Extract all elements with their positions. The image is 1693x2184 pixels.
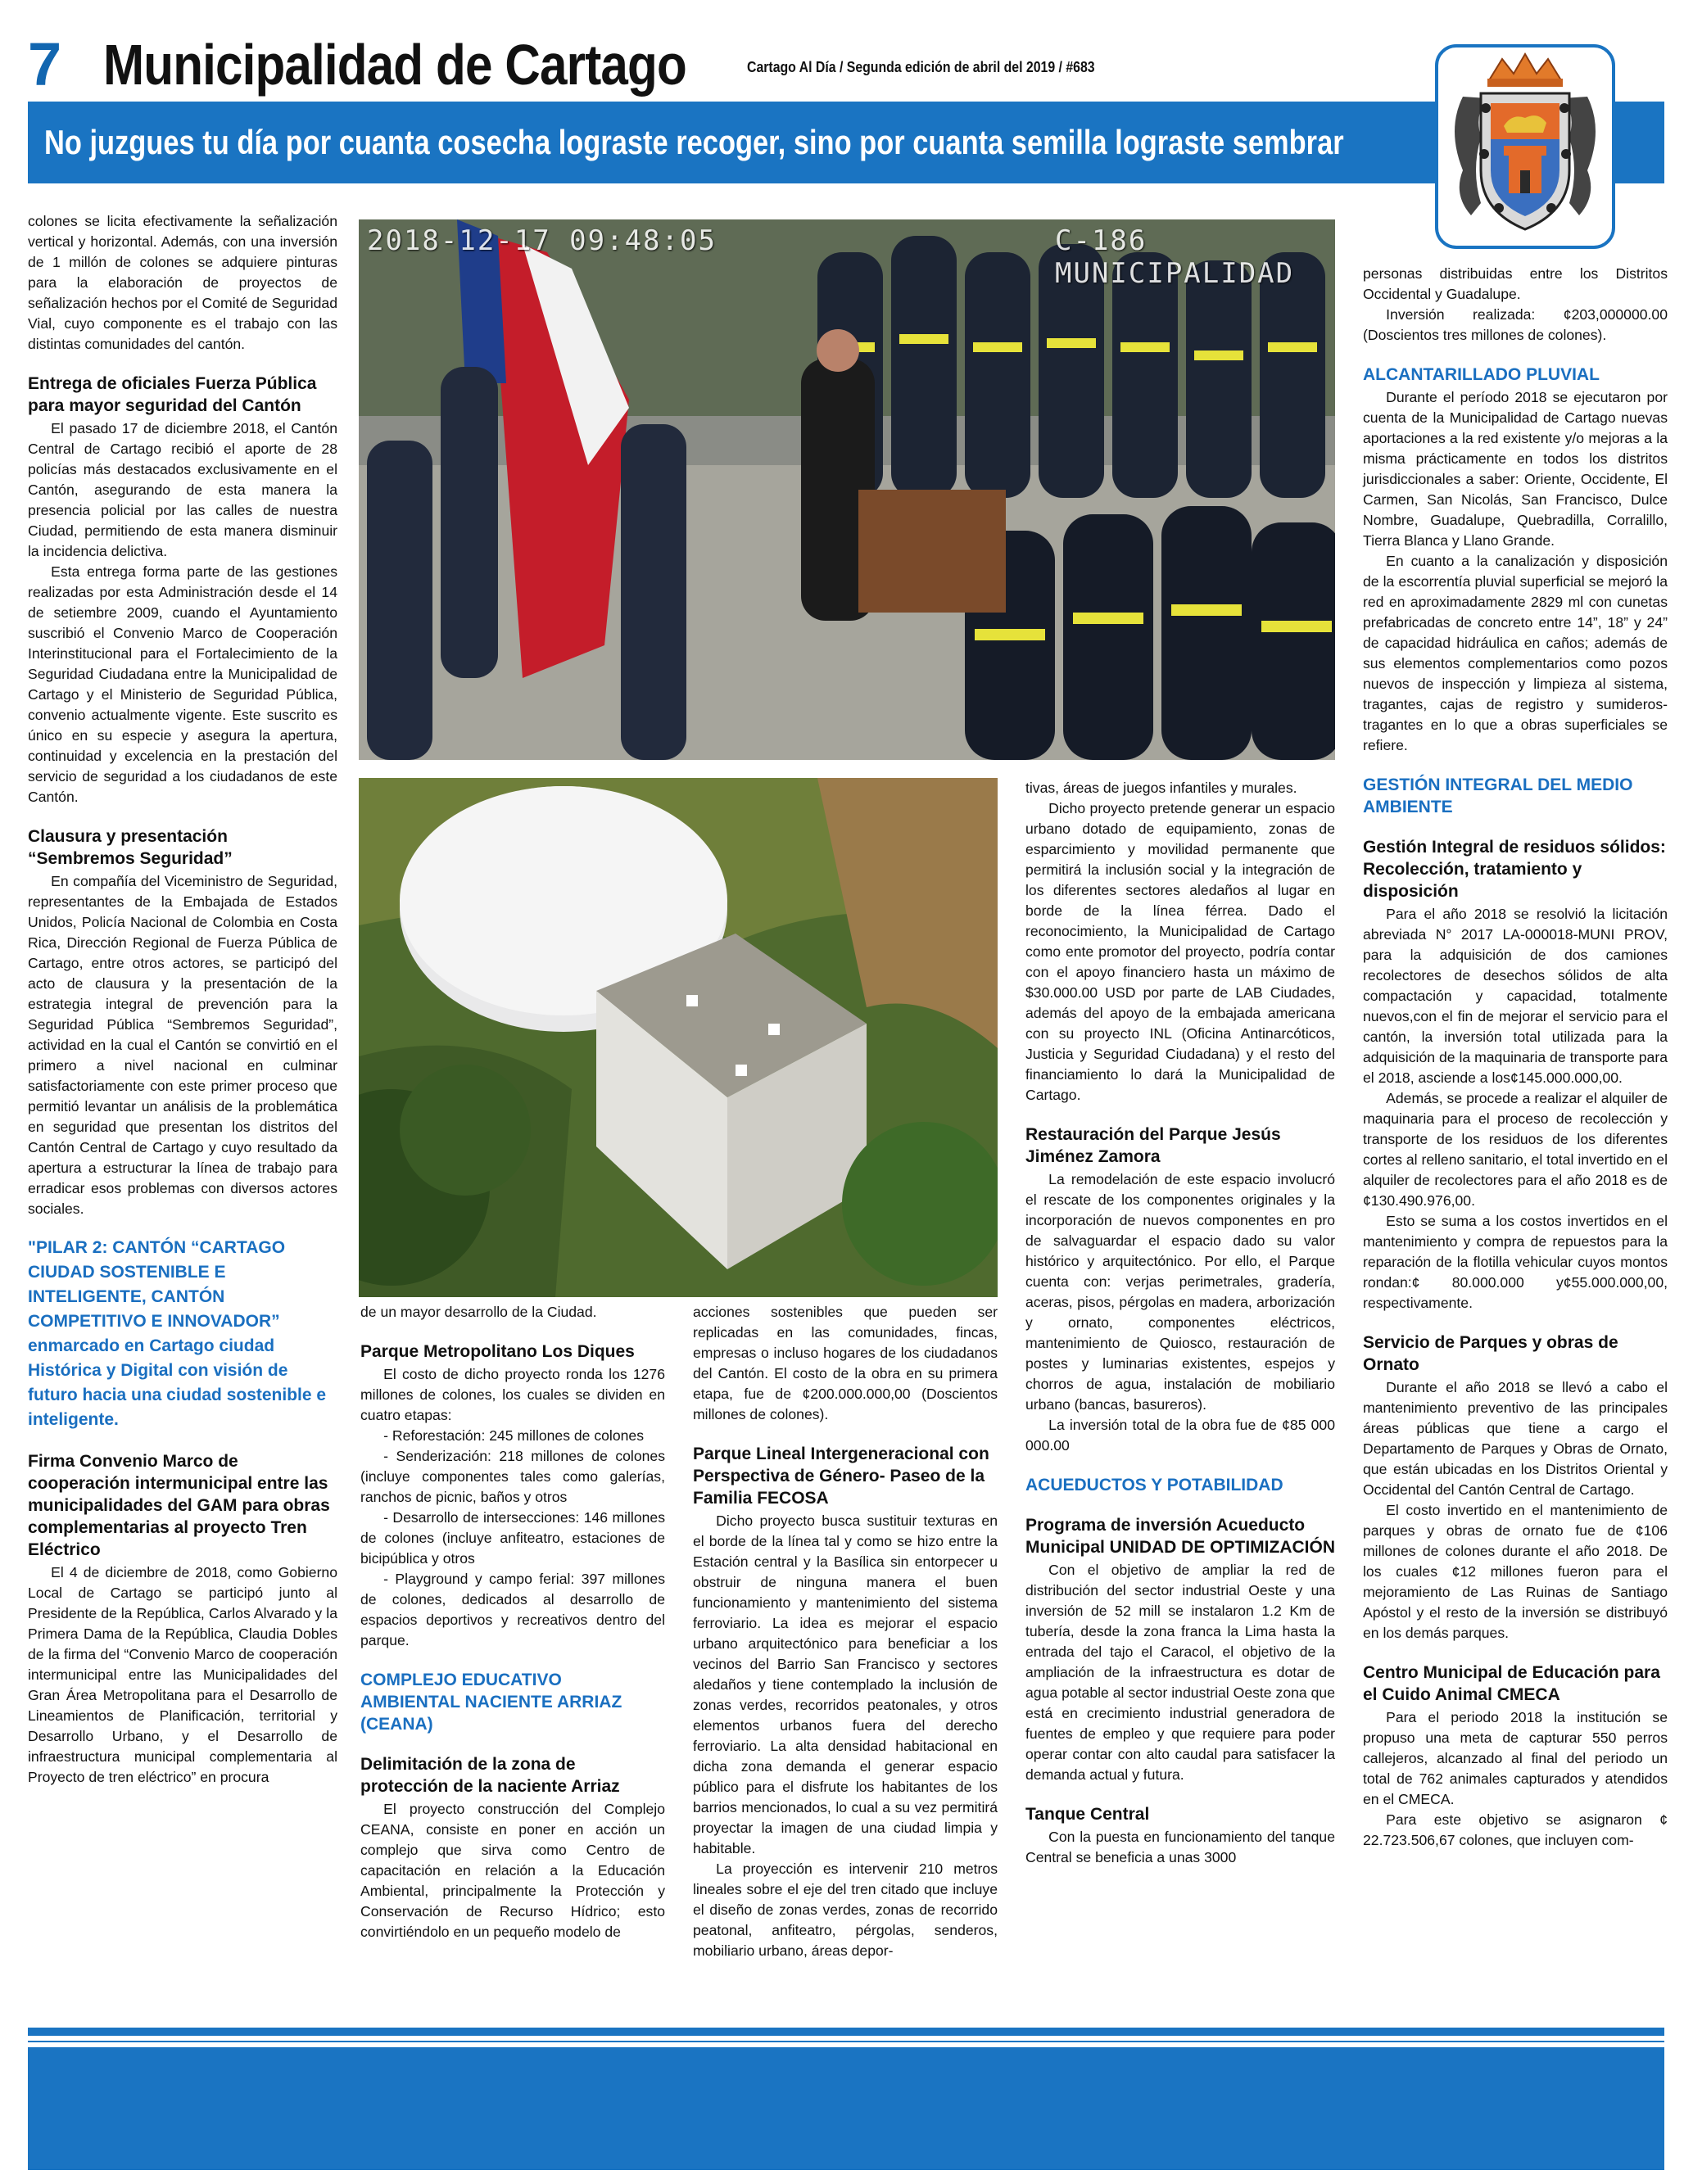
- footer-rule-thin: [28, 2041, 1664, 2042]
- heading-programa-inversion: Programa de inversión Acueducto Municipal UNIDAD DE OPTIMIZACIÓN: [1025, 1516, 1335, 1557]
- heading-residuos-solidos: Gestión Integral de residuos sólidos: Recolección, tratamiento y disposición: [1363, 838, 1666, 901]
- paragraph: Para este objetivo se asignaron ¢ 22.723.506,67 colones, que incluyen com-: [1363, 1811, 1668, 1848]
- page-title: Municipalidad de Cartago: [103, 33, 686, 97]
- col2-intro: de un mayor desarrollo de la Ciudad.: [360, 1304, 597, 1320]
- heading-parques-ornato: Servicio de Parques y obras de Ornato: [1363, 1333, 1618, 1374]
- paragraph: El pasado 17 de diciembre 2018, el Cantón Central de Cartago recibió el aporte de 28 policías más destacados exclusivamente en el Cantón, asegurando de esta manera la presencia policial por las calles de nuestra Ciudad, permitiendo de esta manera disminuir la incidencia delictiva.: [28, 420, 337, 559]
- paragraph: La proyección es intervenir 210 metros lineales sobre el eje del tren citado que incluye el diseño de zonas verdes, zonas de recorrido peatonal, anfiteatro, pérgolas, senderos, mobiliario urbano, áreas depor-: [693, 1861, 998, 1959]
- col5-intro: personas distribuidas entre los Distritos Occidental y Guadalupe.: [1363, 265, 1668, 302]
- col1-intro: colones se licita efectivamente la señalización vertical y horizontal. Además, con una inversión de 1 millón de colones se adquiere pinturas para la elaboración de proyectos de señalización hechos por el Comité de Seguridad Vial, cuyo componente es el trabajo con las distintas comunidades del cantón.: [28, 213, 337, 352]
- heading-cmeca: Centro Municipal de Educación para el Cuido Animal CMECA: [1363, 1663, 1660, 1704]
- paragraph: Durante el año 2018 se llevó a cabo el mantenimiento preventivo de las principales áreas públicas que tiene a cargo el Departamento de Parques y Obras de Ornato, que están ubicadas en los Distritos Oriental y Occidental del Cantón Central de Cartago.: [1363, 1379, 1668, 1498]
- paragraph: Con el objetivo de ampliar la red de distribución del sector industrial Oeste y una inversión de 52 mill se instalaron 1.2 Km de tubería, desde la zona franca la Lima hasta la entrada del tajo el Caracol, el objetivo de la ampliación de la infraestructura es dotar de agua potable al sector industrial Oeste zona que está en crecimiento industrial generadora de fuentes de empleo y que requiere para poder operar contar con alto caudal para satisfacer la demanda actual y futura.: [1025, 1562, 1335, 1783]
- cartago-coat-of-arms-icon: [1438, 47, 1612, 246]
- heading-parque-jesus-jimenez: Restauración del Parque Jesús Jiménez Zamora: [1025, 1125, 1281, 1166]
- footer-rule: [28, 2028, 1664, 2036]
- paragraph: El 4 de diciembre de 2018, como Gobierno Local de Cartago se participó junto al Presidente de la República, Carlos Alvarado y la Primera Dama de la República, Claudia Dobles de la firma del “Convenio Marco de cooperación intermunicipal entre las Municipalidades del Gran Área Metropolitana para el Desarrollo de Lineamientos de Planificación, territorial y Desarrollo Urbano, y el Desarrollo de infraestructura municipal complementaria al Proyecto de tren eléctrico” en procura: [28, 1564, 337, 1785]
- paragraph: Dicho proyecto pretende generar un espacio urbano dotado de equipamiento, zonas de esparcimiento y movilidad permanente que permitirá la inclusión social y la integración de los diferentes sectores aledaños al lugar en borde de la línea férrea. Dado el reconocimiento, la Municipalidad de Cartago como ente promotor del proyecto, podría contar con el apoyo financiero hasta un máximo de $30.000.00 USD por parte de LAB Ciudades, además del apoyo de la embajada americana con su proyecto INL (Oficina Antinarcóticos, Justicia y Seguridad Ciudadana) y el resto del financiamiento lo dará la Municipalidad de Cartago.: [1025, 800, 1335, 1103]
- heading-sembremos-seguridad: Clausura y presentación “Sembremos Seguridad”: [28, 827, 233, 868]
- paragraph: En cuanto a la canalización y disposición de la escorrentía pluvial superficial se mejoró la red en aproximadamente 2829 ml con cunetas prefabricadas de concreto entre 14”, 18” y 24” de capacidad hidráulica en caños; además de sus elementos complementarios como pozos nuevos de inspección y limpieza al sistema, tragantes, cajas de registro y sumideros-tragantes en lo que a obras superficiales se refiere.: [1363, 553, 1668, 753]
- paragraph: El costo de dicho proyecto ronda los 1276 millones de colones, los cuales se dividen en cuatro etapas:: [360, 1366, 665, 1423]
- paragraph: Además, se procede a realizar el alquiler de maquinaria para el proceso de recolección y transporte de los residuos de los diferentes cortes al relleno sanitario, el total invertido en el alquiler de recolectores para el año 2018 es de ¢130.490.976,00.: [1363, 1090, 1668, 1209]
- col4-intro: tivas, áreas de juegos infantiles y murales.: [1025, 780, 1297, 796]
- aerial-tank-photo: [359, 778, 998, 1297]
- heading-delimitacion-arriaz: Delimitación de la zona de protección de la naciente Arriaz: [360, 1755, 620, 1796]
- column-3: [693, 1302, 998, 1961]
- column-5: [1363, 264, 1668, 1851]
- column-1: [28, 211, 337, 1788]
- heading-alcantarillado: ALCANTARILLADO PLUVIAL: [1363, 365, 1600, 384]
- paragraph: Durante el período 2018 se ejecutaron por cuenta de la Municipalidad de Cartago nuevas aportaciones a la red existente y/o mejoras a la misma prácticamente en todos los distritos jurisdiccionales a saber: Oriente, Occidente, El Carmen, San Nicolás, San Francisco, Dulce Nombre, Guadalupe, Quebradilla, Corralillo, Tierra Blanca y Llano Grande.: [1363, 389, 1668, 549]
- paragraph: Dicho proyecto busca sustituir texturas en el borde de la línea tal y como se hizo entre la Estación central y la Basílica sin entorpecer u obstruir de ninguna manera el buen funcionamiento y mantenimiento del sistema ferroviario. La idea es mejorar el espacio urbano arquitectónico para beneficiar a los vecinos del Barrio San Francisco y sectores aledaños y tiene contemplado la inclusión de zonas verdes, recorridos peatonales, y otros elementos urbanos fuera del derecho ferroviario. La alta densidad habitacional en dicha zona demanda el generar espacio público para el disfrute los habitantes de los barrios mencionados, lo cual a su vez permitirá proyectar la imagen de una ciudad limpia y habitable.: [693, 1513, 998, 1856]
- bullet: - Senderización: 218 millones de colones (incluye componentes tales como galerías, ranchos de picnic, baños y otros: [360, 1448, 665, 1505]
- paragraph: El costo invertido en el mantenimiento de parques y obras de ornato fue de ¢106 millones de colones durante el año 2018. De los cuales ¢12 millones fueron para el mejoramiento de Las Ruinas de Santiago Apóstol y el resto de la inversión se distribuyó en los demás parques.: [1363, 1502, 1668, 1641]
- column-4: [1025, 778, 1335, 1868]
- police-ceremony-photo: [359, 219, 1335, 760]
- footer-band: [28, 2047, 1664, 2170]
- heading-medio-ambiente: GESTIÓN INTEGRAL DEL MEDIO AMBIENTE: [1363, 775, 1633, 816]
- heading-parque-lineal: Parque Lineal Intergeneracional con Perspectiva de Género- Paseo de la Familia FECOSA: [693, 1445, 989, 1508]
- paragraph: El proyecto construcción del Complejo CEANA, consiste en poner en acción un complejo que sirva como Centro de capacitación en relación a la Educación Ambiental, principalmente la Protección y Conservación de Recurso Hídrico; esto convirtiéndolo en un pequeño modelo de: [360, 1801, 665, 1940]
- crest-frame: [1435, 44, 1615, 249]
- edition-line: Cartago Al Día / Segunda edición de abril del 2019 / #683: [747, 59, 1095, 75]
- paragraph: Para el periodo 2018 la institución se propuso una meta de capturar 550 perros callejeros, alcanzado al final del periodo un total de 762 animales capturados y atendidos en el CMECA.: [1363, 1709, 1668, 1807]
- heading-acueductos: ACUEDUCTOS Y POTABILIDAD: [1025, 1476, 1283, 1494]
- bullet: - Reforestación: 245 millones de colones: [383, 1427, 644, 1444]
- col3-intro: acciones sostenibles que pueden ser replicadas en las comunidades, fincas, empresas o incluso hogares de los ciudadanos del Cantón. El costo de la obra en su primera etapa, fue de ¢200.000.000,00 (Doscientos millones de colones).: [693, 1304, 998, 1422]
- heading-convenio-marco: Firma Convenio Marco de cooperación intermunicipal entre las municipalidades del GAM para obras complementarias al proyecto Tren Eléctrico: [28, 1452, 330, 1559]
- motto: No juzgues tu día por cuanta cosecha lograste recoger, sino por cuanta semilla lograste sembrar: [44, 123, 1344, 161]
- bullet: - Playground y campo ferial: 397 millones de colones, dedicados al desarrollo de espacios deportivos y recreativos dentro del parque.: [360, 1571, 665, 1648]
- paragraph: La inversión total de la obra fue de ¢85 000 000.00: [1025, 1417, 1335, 1454]
- photo-timestamp: 2018-12-17 09:48:05: [367, 224, 717, 257]
- heading-tanque-central: Tanque Central: [1025, 1805, 1150, 1824]
- paragraph: Esto se suma a los costos invertidos en el mantenimiento y compra de repuestos para la reparación de la flotilla vehicular cuyos montos rondan:¢ 80.000.000 y¢55.000.000,00, respectivamente.: [1363, 1213, 1668, 1311]
- heading-entrega-oficiales: Entrega de oficiales Fuerza Pública para mayor seguridad del Cantón: [28, 374, 317, 415]
- paragraph: En compañía del Viceministro de Seguridad, representantes de la Embajada de Estados Unidos, Policía Nacional de Colombia en Costa Rica, Dirección Regional de Fuerza Pública de Cartago, entre otros actores, se participó del acto de clausura y la presentación de la estrategia integral de prevención para la Seguridad Pública “Sembremos Seguridad”, actividad en la cual el Cantón se convirtió en el primero a nivel nacional en culminar satisfactoriamente con este primer proceso que permitió levantar un análisis de la problemática en seguridad que presentan los distritos del Cantón Central de Cartago y cuyo resultado da apertura a estructurar la línea de trabajo para erradicar esos problemas con diversos actores sociales.: [28, 873, 337, 1217]
- paragraph: Inversión realizada: ¢203,000000.00 (Doscientos tres millones de colones).: [1363, 306, 1668, 343]
- pillar-2-quote: "PILAR 2: CANTÓN “CARTAGO CIUDAD SOSTENIBLE E INTELIGENTE, CANTÓN COMPETITIVO E INNOVADOR” enmarcado en Cartago ciudad Histórica y Digital con visión de futuro hacia una ciudad sostenible e inteligente.: [28, 1238, 327, 1429]
- heading-ceana: COMPLEJO EDUCATIVO AMBIENTAL NACIENTE ARRIAZ (CEANA): [360, 1671, 622, 1734]
- paragraph: La remodelación de este espacio involucró el rescate de los componentes originales y la incorporación de nuevos componentes en pro de salvaguardar el espacio dado su valor histórico y arquitectónico. Por ello, el Parque cuenta con: verjas perimetrales, gradería, aceras, pisos, pérgolas en madera, arborización y ornato, componentes eléctricos, mantenimiento de Quiosco, restauración de postes y luminarias existentes, espejos y chorros de agua, instalación de mobiliario urbano (bancas, basureros).: [1025, 1171, 1335, 1413]
- paragraph: Esta entrega forma parte de las gestiones realizadas por esta Administración desde el 14 de setiembre 2009, cuando el Ayuntamiento suscribió el Convenio Marco de Cooperación Interinstitucional para el Fortalecimiento de la Seguridad Ciudadana entre la Municipalidad de Cartago y el Ministerio de Seguridad Pública, convenio actualmente vigente. Este suscrito es único en su especie y asegura la apertura, continuidad y excelencia en la prestación del servicio de seguridad a los ciudadanos de este Cantón.: [28, 563, 337, 805]
- heading-parque-los-diques: Parque Metropolitano Los Diques: [360, 1342, 635, 1361]
- paragraph: Para el año 2018 se resolvió la licitación abreviada N° 2017 LA-000018-MUNI PROV, para la adquisición de dos camiones recolectores de desechos sólidos de alta compactación y capacidad, totalmente nuevos,con el fin de mejorar el servicio para el cantón, la inversión total utilizada para la adquisición de la maquinaria de transporte para el 2018, asciende a los¢145.000.000,00.: [1363, 906, 1668, 1086]
- page-number: 7: [28, 30, 62, 98]
- paragraph: Con la puesta en funcionamiento del tanque Central se beneficia a unas 3000: [1025, 1829, 1335, 1865]
- bullet: - Desarrollo de intersecciones: 146 millones de colones (incluye anfiteatro, estaciones de bicipública y otros: [360, 1509, 665, 1567]
- column-2: [360, 1302, 665, 1942]
- photo-camera-label: C-186 MUNICIPALIDAD: [1055, 224, 1295, 290]
